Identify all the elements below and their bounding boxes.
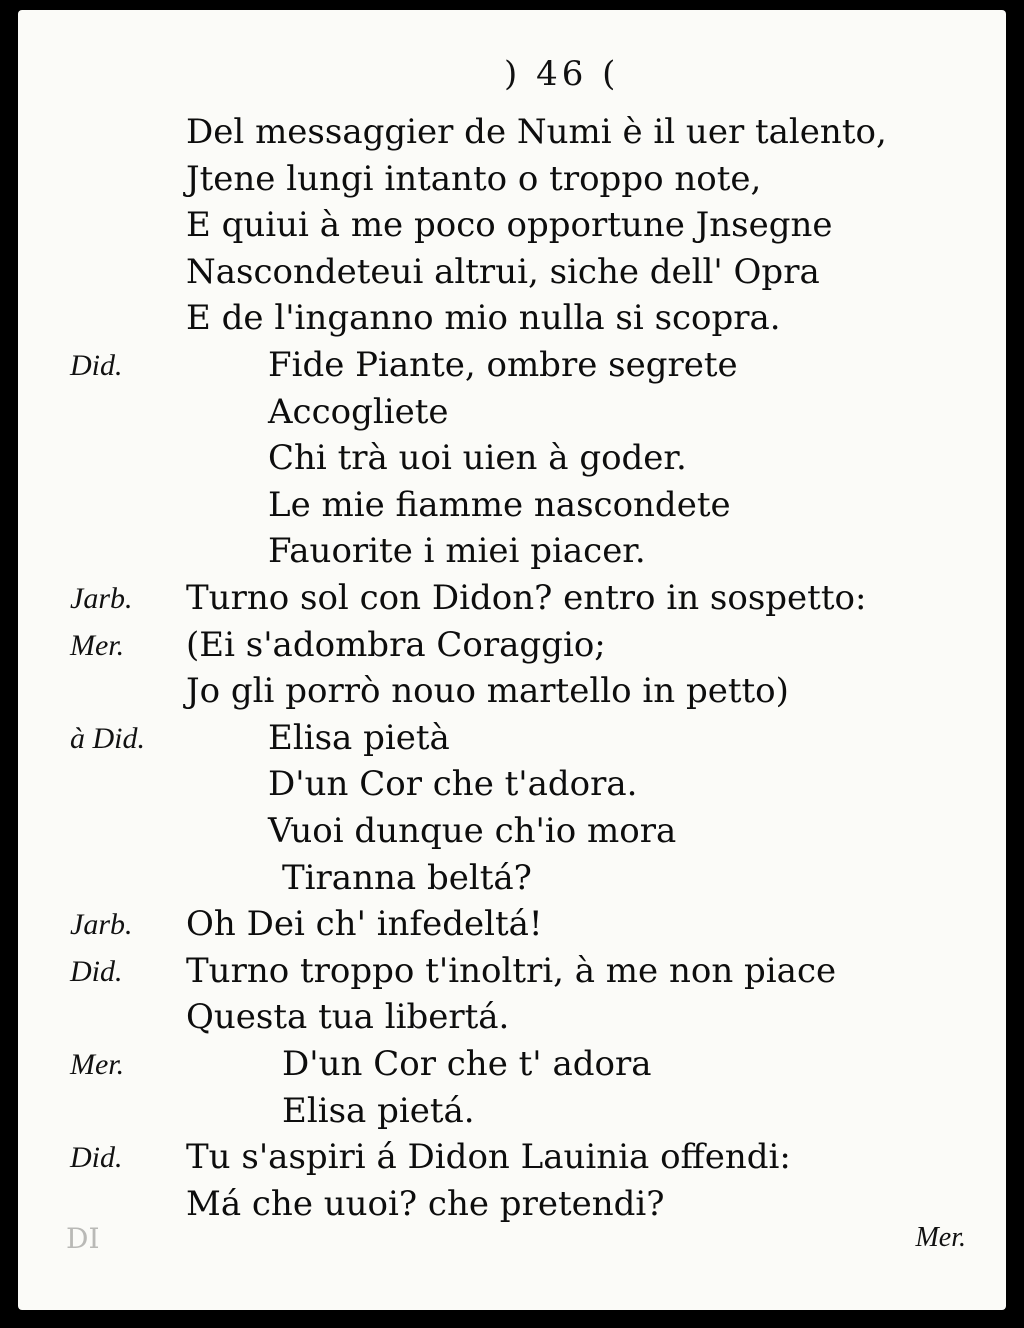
text-line xyxy=(18,345,1006,393)
text-line xyxy=(18,997,1006,1045)
verse-text: Turno sol con Didon? entro in sospetto: xyxy=(186,578,867,618)
verse-text: Del messaggier de Numi è il uer talento, xyxy=(186,112,887,152)
text-line xyxy=(18,1184,1006,1232)
speaker-label: Jarb. xyxy=(70,582,133,615)
text-line xyxy=(18,112,1006,160)
speaker-label: Mer. xyxy=(70,628,125,662)
text-line xyxy=(18,951,1006,999)
verse-text: D'un Cor che t'adora. xyxy=(268,764,638,805)
verse-text: Chi trà uoi uien à goder. xyxy=(268,438,687,479)
speaker-label: Mer. xyxy=(70,1048,125,1081)
verse-text: E de l'inganno mio nulla si scopra. xyxy=(186,298,781,339)
text-line xyxy=(18,578,1006,626)
text-line xyxy=(18,205,1006,253)
verse-text: Questa tua libertá. xyxy=(186,997,510,1038)
verse-text: Fauorite i miei piacer. xyxy=(268,531,646,572)
book-page xyxy=(18,10,1006,1310)
verse-text: Le mie fiamme nascondete xyxy=(268,484,731,525)
text-line xyxy=(18,252,1006,300)
verse-text: Jtene lungi intanto o troppo note, xyxy=(186,158,762,199)
text-line xyxy=(18,438,1006,486)
verse-text: Elisa pietà xyxy=(268,717,450,758)
verse-text: Oh Dei ch' infedeltá! xyxy=(186,904,543,945)
speaker-label: à Did. xyxy=(70,721,145,755)
verse-text: Má che uuoi? che pretendi? xyxy=(186,1183,665,1224)
text-line xyxy=(18,531,1006,579)
text-line xyxy=(18,1091,1006,1139)
speaker-label: Jarb. xyxy=(70,908,133,942)
text-line xyxy=(18,858,1006,906)
text-line xyxy=(18,764,1006,812)
verse-text: E quiui à me poco opportune Jnsegne xyxy=(186,205,833,246)
text-line xyxy=(18,159,1006,207)
text-line xyxy=(18,392,1006,440)
text-line xyxy=(18,718,1006,766)
speaker-label: Did. xyxy=(70,349,123,382)
verse-text: Jo gli porrò nouo martello in petto) xyxy=(186,671,789,712)
verse-text: Elisa pietá. xyxy=(282,1090,475,1131)
text-line xyxy=(18,904,1006,952)
text-line xyxy=(18,811,1006,859)
text-line xyxy=(18,625,1006,673)
text-line xyxy=(18,485,1006,533)
verse-text: Tu s'aspiri á Didon Lauinia offendi: xyxy=(186,1137,791,1178)
verse-text: (Ei s'adombra Coraggio; xyxy=(186,624,606,665)
text-line xyxy=(18,1137,1006,1185)
libretto-text xyxy=(18,10,1006,1310)
verse-text: Tiranna beltá? xyxy=(282,857,532,898)
speaker-label: Did. xyxy=(70,954,123,988)
verse-text: Nascondeteui altrui, siche dell' Opra xyxy=(186,251,820,292)
speaker-label: Did. xyxy=(70,1141,123,1175)
bleed-through-mark: DI xyxy=(66,1222,100,1255)
text-line xyxy=(18,1044,1006,1092)
catchword: Mer. xyxy=(915,1222,966,1253)
text-line xyxy=(18,671,1006,719)
text-line xyxy=(18,298,1006,346)
verse-text: D'un Cor che t' adora xyxy=(282,1044,652,1084)
verse-text: Fide Piante, ombre segrete xyxy=(268,345,738,385)
verse-text: Vuoi dunque ch'io mora xyxy=(268,811,677,851)
verse-text: Turno troppo t'inoltri, à me non piace xyxy=(186,950,837,991)
verse-text: Accogliete xyxy=(268,391,449,432)
page-number: ) 46 ( xyxy=(504,54,620,94)
